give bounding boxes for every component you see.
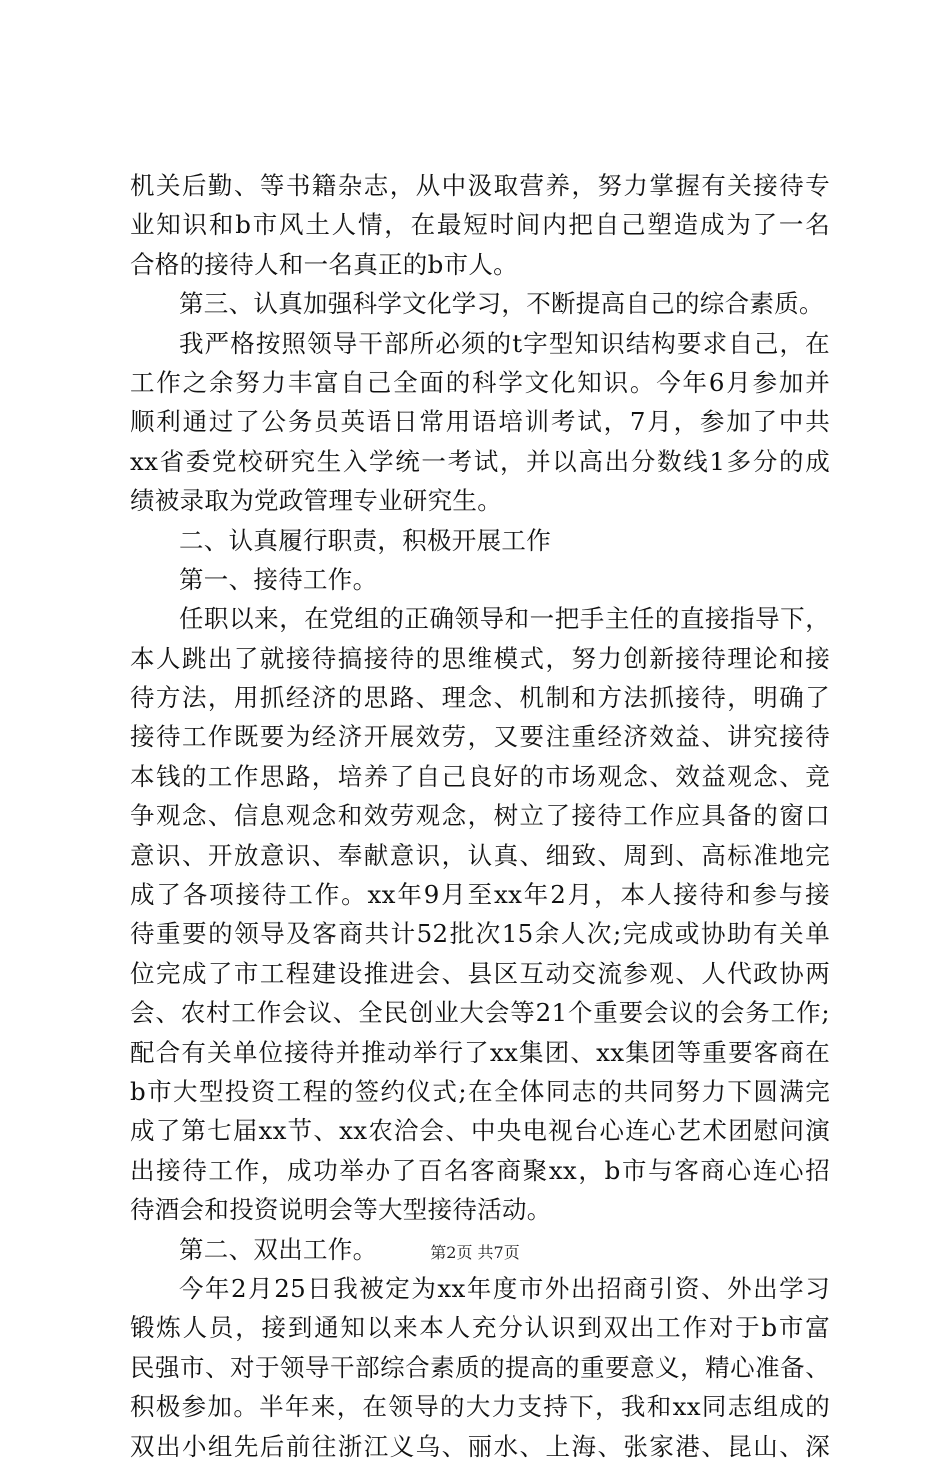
text-line: 积极参加。半年来，在领导的大力支持下，我和xx同志组成的 xyxy=(130,1392,830,1422)
text-line: 接待工作既要为经济开展效劳，又要注重经济效益、讲究接待 xyxy=(130,722,830,752)
text-line: 任职以来，在党组的正确领导和一把手主任的直接指导下， xyxy=(179,604,830,634)
document-body xyxy=(130,166,830,1466)
text-line: 配合有关单位接待并推动举行了xx集团、xx集团等重要客商在 xyxy=(130,1037,830,1067)
page-number-footer: 第2页 共7页 xyxy=(430,1243,520,1262)
text-line: 第一、接待工作。 xyxy=(179,564,378,594)
text-line: 待酒会和投资说明会等大型接待活动。 xyxy=(130,1195,552,1225)
text-line: 锻炼人员，接到通知以来本人充分认识到双出工作对于b市富 xyxy=(130,1313,830,1343)
text-line: 二、认真履行职责，积极开展工作 xyxy=(179,525,551,555)
text-line: 会、农村工作会议、全民创业大会等21个重要会议的会务工作; xyxy=(130,998,830,1028)
text-line: 位完成了市工程建设推进会、县区互动交流参观、人代政协两 xyxy=(130,958,830,988)
text-line: 合格的接待人和一名真正的b市人。 xyxy=(130,249,518,279)
text-line: 绩被录取为党政管理专业研究生。 xyxy=(130,486,502,516)
text-line: 本钱的工作思路，培养了自己良好的市场观念、效益观念、竞 xyxy=(130,761,830,791)
text-line: 今年2月25日我被定为xx年度市外出招商引资、外出学习 xyxy=(179,1273,830,1303)
text-line: 顺利通过了公务员英语日常用语培训考试，7月，参加了中共 xyxy=(130,407,830,437)
text-line: 争观念、信息观念和效劳观念，树立了接待工作应具备的窗口 xyxy=(130,801,830,831)
text-line: 双出小组先后前往浙江义乌、丽水、上海、张家港、昆山、深 xyxy=(130,1431,830,1461)
text-line: 第三、认真加强科学文化学习，不断提高自己的综合素质。 xyxy=(179,289,824,319)
text-line: 待重要的领导及客商共计52批次15余人次;完成或协助有关单 xyxy=(130,919,830,949)
text-line: 我严格按照领导干部所必须的t字型知识结构要求自己，在 xyxy=(179,328,830,358)
text-line: 成了各项接待工作。xx年9月至xx年2月，本人接待和参与接 xyxy=(130,880,830,910)
text-line: 第二、双出工作。 xyxy=(179,1234,378,1264)
text-line: 待方法，用抓经济的思路、理念、机制和方法抓接待，明确了 xyxy=(130,683,830,713)
text-line: 出接待工作，成功举办了百名客商聚xx，b市与客商心连心招 xyxy=(130,1155,830,1185)
text-line: b市大型投资工程的签约仪式;在全体同志的共同努力下圆满完 xyxy=(130,1076,830,1106)
text-line: 机关后勤、等书籍杂志，从中汲取营养，努力掌握有关接待专 xyxy=(130,171,830,200)
text-line: 成了第七届xx节、xx农洽会、中央电视台心连心艺术团慰问演 xyxy=(130,1116,830,1146)
text-line: xx省委党校研究生入学统一考试，并以高出分数线1多分的成 xyxy=(130,446,830,476)
text-line: 业知识和b市风土人情，在最短时间内把自己塑造成为了一名 xyxy=(130,210,830,240)
text-line: 本人跳出了就接待搞接待的思维模式，努力创新接待理论和接 xyxy=(130,643,830,673)
text-line: 意识、开放意识、奉献意识，认真、细致、周到、高标准地完 xyxy=(130,840,830,870)
text-line: 民强市、对于领导干部综合素质的提高的重要意义，精心准备、 xyxy=(130,1352,830,1382)
text-line: 工作之余努力丰富自己全面的科学文化知识。今年6月参加并 xyxy=(130,367,830,397)
